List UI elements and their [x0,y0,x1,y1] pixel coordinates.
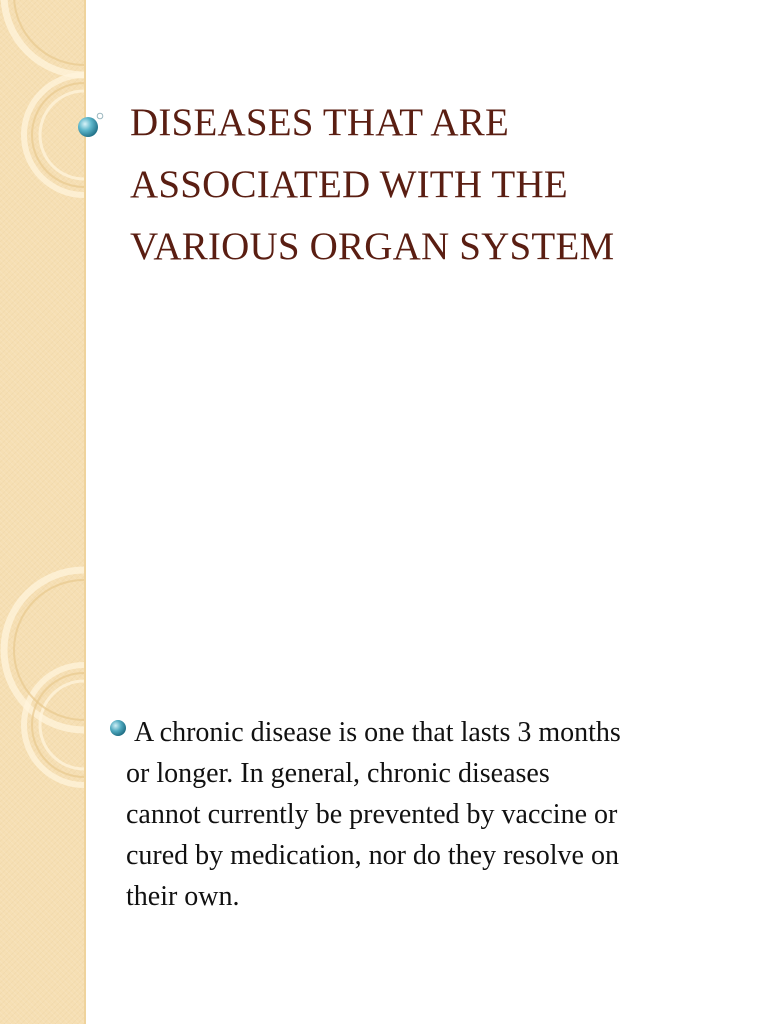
bullet-line: their own. [126,881,240,912]
bullet-line: cured by medication, nor do they resolve on [126,840,619,871]
title-line: VARIOUS ORGAN SYSTEM [130,225,615,268]
bullet-line: or longer. In general, chronic diseases [126,758,550,789]
sphere-bullet-icon [108,718,128,738]
title-line: ASSOCIATED WITH THE [130,163,568,206]
bullet-line: cannot currently be prevented by vaccine or [126,799,618,830]
bullet-text [126,712,748,917]
decorative-sidebar [0,0,86,1024]
sidebar-ornament [0,0,84,1024]
sphere-icon [74,110,106,142]
bullet-line: A chronic disease is one that lasts 3 months [134,717,621,748]
slide-title [130,92,730,278]
title-line: DISEASES THAT ARE [130,101,510,144]
